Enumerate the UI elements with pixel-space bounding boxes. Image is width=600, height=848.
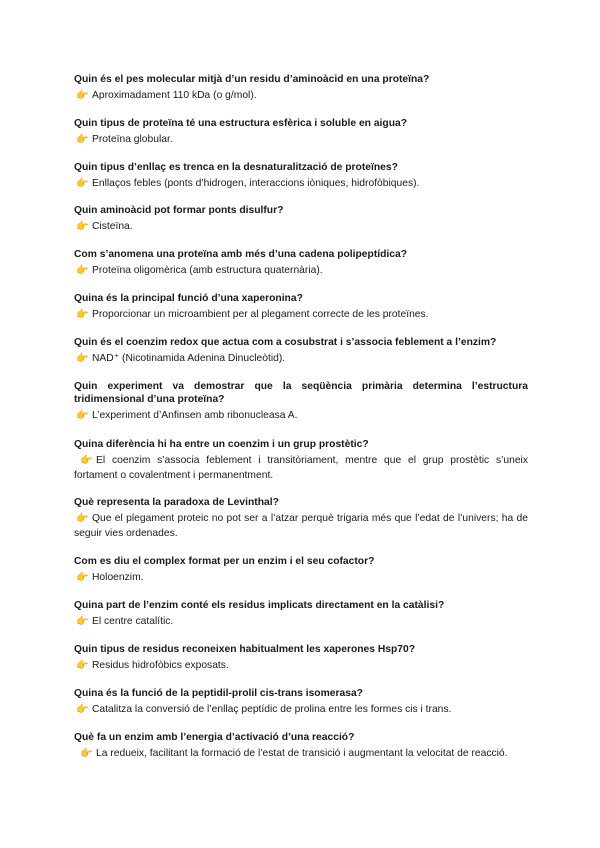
- qa-item-11: [74, 555, 528, 585]
- answer: [74, 658, 528, 673]
- pointing-hand-icon: 👉: [76, 265, 89, 276]
- answer-text: L’experiment d’Anfinsen amb ribonucleasa A.: [92, 410, 298, 421]
- question-text: Quina part de l’enzim conté els residus implicats directament en la catàlisi?: [74, 600, 445, 611]
- question-text: Què representa la paradoxa de Levinthal?: [74, 497, 279, 508]
- qa-item-5: [74, 248, 528, 278]
- answer: [74, 511, 528, 541]
- answer: [74, 263, 528, 278]
- qa-item-2: [74, 117, 528, 147]
- qa-item-3: [74, 161, 528, 191]
- qa-item-6: [74, 292, 528, 322]
- pointing-hand-icon: 👉: [76, 221, 89, 232]
- answer-text: Que el plegament proteic no pot ser a l’atzar perquè trigaria més que l’edat de l’univers; ha de seguir vies ordenades.: [74, 513, 528, 539]
- answer-text: Proteïna globular.: [92, 134, 173, 145]
- qa-item-15: [74, 731, 528, 761]
- question-text: Quin aminoàcid pot formar ponts disulfur?: [74, 205, 284, 216]
- answer: [74, 88, 528, 103]
- answer-text: El centre catalític.: [92, 616, 174, 627]
- answer: [74, 132, 528, 147]
- pointing-hand-icon: 👉: [76, 660, 89, 671]
- pointing-hand-icon: 👉: [76, 134, 89, 145]
- answer: [74, 219, 528, 234]
- pointing-hand-icon: 👉: [76, 616, 89, 627]
- qa-item-14: [74, 687, 528, 717]
- answer: [74, 702, 528, 717]
- pointing-hand-icon: 👉: [76, 178, 89, 189]
- pointing-hand-icon: 👉: [80, 748, 93, 759]
- question-text: Quin és el coenzim redox que actua com a cosubstrat i s’associa feblement a l’enzim?: [74, 337, 497, 348]
- answer: [74, 351, 528, 366]
- question-text: Quin tipus de proteïna té una estructura esfèrica i soluble en aigua?: [74, 118, 408, 129]
- question-text: Com es diu el complex format per un enzim i el seu cofactor?: [74, 556, 375, 567]
- pointing-hand-icon: 👉: [80, 455, 93, 466]
- answer-text: Cisteïna.: [92, 221, 133, 232]
- answer: [74, 746, 528, 761]
- answer-text: Residus hidrofòbics exposats.: [92, 660, 229, 671]
- answer: [74, 176, 528, 191]
- question-text: Quin tipus de residus reconeixen habitualment les xaperones Hsp70?: [74, 644, 416, 655]
- pointing-hand-icon: 👉: [76, 309, 89, 320]
- answer: [74, 570, 528, 585]
- qa-item-13: [74, 643, 528, 673]
- qa-item-10: [74, 496, 528, 541]
- pointing-hand-icon: 👉: [76, 513, 89, 524]
- qa-item-8: [74, 380, 528, 423]
- qa-item-7: [74, 336, 528, 366]
- question-text: Quin tipus d’enllaç es trenca en la desnaturalització de proteïnes?: [74, 162, 398, 173]
- pointing-hand-icon: 👉: [76, 90, 89, 101]
- answer-text: Proteïna oligomèrica (amb estructura quaternària).: [92, 265, 323, 276]
- question-text: Quin és el pes molecular mitjà d’un residu d’aminoàcid en una proteïna?: [74, 74, 430, 85]
- answer-text: Holoenzim.: [92, 572, 144, 583]
- question-text: Què fa un enzim amb l’energia d’activació d’una reacció?: [74, 732, 355, 743]
- question-text: Quina diferència hi ha entre un coenzim i un grup prostètic?: [74, 439, 369, 450]
- answer-text: La redueix, facilitant la formació de l’estat de transició i augmentant la velocitat de reacció.: [96, 748, 508, 759]
- pointing-hand-icon: 👉: [76, 410, 89, 421]
- answer-text: Aproximadament 110 kDa (o g/mol).: [92, 90, 257, 101]
- answer-text: El coenzim s’associa feblement i transitòriament, mentre que el grup prostètic s’uneix fortament o covalentment i permanentment.: [74, 455, 528, 481]
- answer-text: Proporcionar un microambient per al plegament correcte de les proteïnes.: [92, 309, 429, 320]
- answer-text: Enllaços febles (ponts d’hidrogen, interaccions iòniques, hidrofòbiques).: [92, 178, 420, 189]
- qa-item-4: [74, 204, 528, 234]
- question-text: Com s’anomena una proteïna amb més d’una cadena polipeptídica?: [74, 249, 407, 260]
- answer: [74, 453, 528, 483]
- answer: [74, 408, 528, 423]
- question-text: Quina és la principal funció d’una xaperonina?: [74, 293, 303, 304]
- answer-text: Catalitza la conversió de l’enllaç peptídic de prolina entre les formes cis i trans.: [92, 704, 452, 715]
- answer-text: NAD⁺ (Nicotinamida Adenina Dinucleòtid).: [92, 353, 286, 364]
- answer: [74, 614, 528, 629]
- answer: [74, 307, 528, 322]
- qa-item-1: [74, 73, 528, 103]
- question-text: Quina és la funció de la peptidil-prolil cis-trans isomerasa?: [74, 688, 363, 699]
- pointing-hand-icon: 👉: [76, 572, 89, 583]
- question-text: Quin experiment va demostrar que la seqüència primària determina l’estructura tridimensional d’una proteïna?: [74, 381, 528, 405]
- pointing-hand-icon: 👉: [76, 704, 89, 715]
- qa-item-9: [74, 438, 528, 483]
- qa-item-12: [74, 599, 528, 629]
- pointing-hand-icon: 👉: [76, 353, 89, 364]
